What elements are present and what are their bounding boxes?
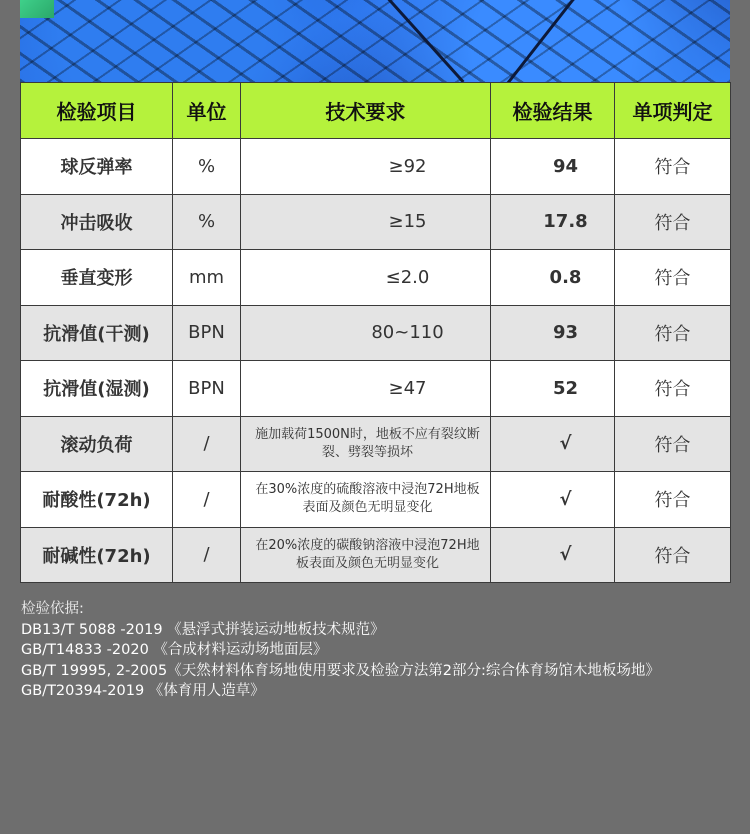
table-row bbox=[21, 361, 731, 417]
row-item: 耐碱性(72h) bbox=[21, 527, 173, 583]
row-result: 94 bbox=[491, 139, 615, 195]
row-verdict: 符合 bbox=[615, 194, 731, 250]
row-item: 球反弹率 bbox=[21, 139, 173, 195]
row-result-check-icon: √ bbox=[491, 472, 615, 528]
table-row bbox=[21, 527, 731, 583]
table-row bbox=[21, 139, 731, 195]
row-verdict: 符合 bbox=[615, 139, 731, 195]
header-verdict: 单项判定 bbox=[615, 83, 731, 139]
basis-standard: GB/T20394-2019 《体育用人造草》 bbox=[21, 683, 265, 699]
inspection-table bbox=[20, 82, 731, 583]
row-verdict: 符合 bbox=[615, 472, 731, 528]
row-result-check-icon: √ bbox=[491, 416, 615, 472]
table-row bbox=[21, 305, 731, 361]
row-verdict: 符合 bbox=[615, 361, 731, 417]
row-verdict: 符合 bbox=[615, 416, 731, 472]
row-unit: / bbox=[173, 416, 241, 472]
photo-court-line bbox=[369, 0, 465, 82]
basis-standard: DB13/T 5088 -2019 《悬浮式拼装运动地板技术规范》 bbox=[21, 621, 385, 638]
table-row bbox=[21, 472, 731, 528]
row-result: 93 bbox=[491, 305, 615, 361]
inspection-basis bbox=[21, 599, 736, 702]
row-unit: / bbox=[173, 527, 241, 583]
row-unit: % bbox=[173, 139, 241, 195]
row-requirement: ≥47 bbox=[241, 361, 491, 417]
row-verdict: 符合 bbox=[615, 250, 731, 306]
table-row bbox=[21, 416, 731, 472]
table-row bbox=[21, 194, 731, 250]
row-result-check-icon: √ bbox=[491, 527, 615, 583]
row-result: 17.8 bbox=[491, 194, 615, 250]
row-item: 冲击吸收 bbox=[21, 194, 173, 250]
table-header-row bbox=[21, 83, 731, 139]
basis-label: 检验依据: bbox=[21, 601, 84, 617]
photo-court-line bbox=[497, 0, 586, 82]
row-unit: BPN bbox=[173, 305, 241, 361]
court-floor-photo bbox=[20, 0, 730, 82]
row-unit: % bbox=[173, 194, 241, 250]
header-item: 检验项目 bbox=[21, 83, 173, 139]
row-requirement: 80~110 bbox=[241, 305, 491, 361]
basis-standard: GB/T14833 -2020 《合成材料运动场地面层》 bbox=[21, 642, 328, 658]
row-requirement: 施加载荷1500N时，地板不应有裂纹断裂、劈裂等损坏 bbox=[241, 416, 491, 472]
header-result: 检验结果 bbox=[491, 83, 615, 139]
row-item: 耐酸性(72h) bbox=[21, 472, 173, 528]
header-requirement: 技术要求 bbox=[241, 83, 491, 139]
row-item: 抗滑值(干测) bbox=[21, 305, 173, 361]
row-unit: BPN bbox=[173, 361, 241, 417]
header-unit: 单位 bbox=[173, 83, 241, 139]
row-result: 0.8 bbox=[491, 250, 615, 306]
row-requirement: ≥92 bbox=[241, 139, 491, 195]
row-item: 抗滑值(湿测) bbox=[21, 361, 173, 417]
row-verdict: 符合 bbox=[615, 305, 731, 361]
row-item: 滚动负荷 bbox=[21, 416, 173, 472]
row-item: 垂直变形 bbox=[21, 250, 173, 306]
row-requirement: ≤2.0 bbox=[241, 250, 491, 306]
basis-standard: GB/T 19995, 2-2005《天然材料体育场地使用要求及检验方法第2部分:综合体育场馆木地板场地》 bbox=[21, 662, 660, 679]
table-row bbox=[21, 250, 731, 306]
row-verdict: 符合 bbox=[615, 527, 731, 583]
row-requirement: 在20%浓度的碳酸钠溶液中浸泡72H地板表面及颜色无明显变化 bbox=[241, 527, 491, 583]
row-result: 52 bbox=[491, 361, 615, 417]
row-unit: mm bbox=[173, 250, 241, 306]
row-requirement: 在30%浓度的硫酸溶液中浸泡72H地板表面及颜色无明显变化 bbox=[241, 472, 491, 528]
row-unit: / bbox=[173, 472, 241, 528]
row-requirement: ≥15 bbox=[241, 194, 491, 250]
photo-green-area bbox=[20, 0, 54, 18]
